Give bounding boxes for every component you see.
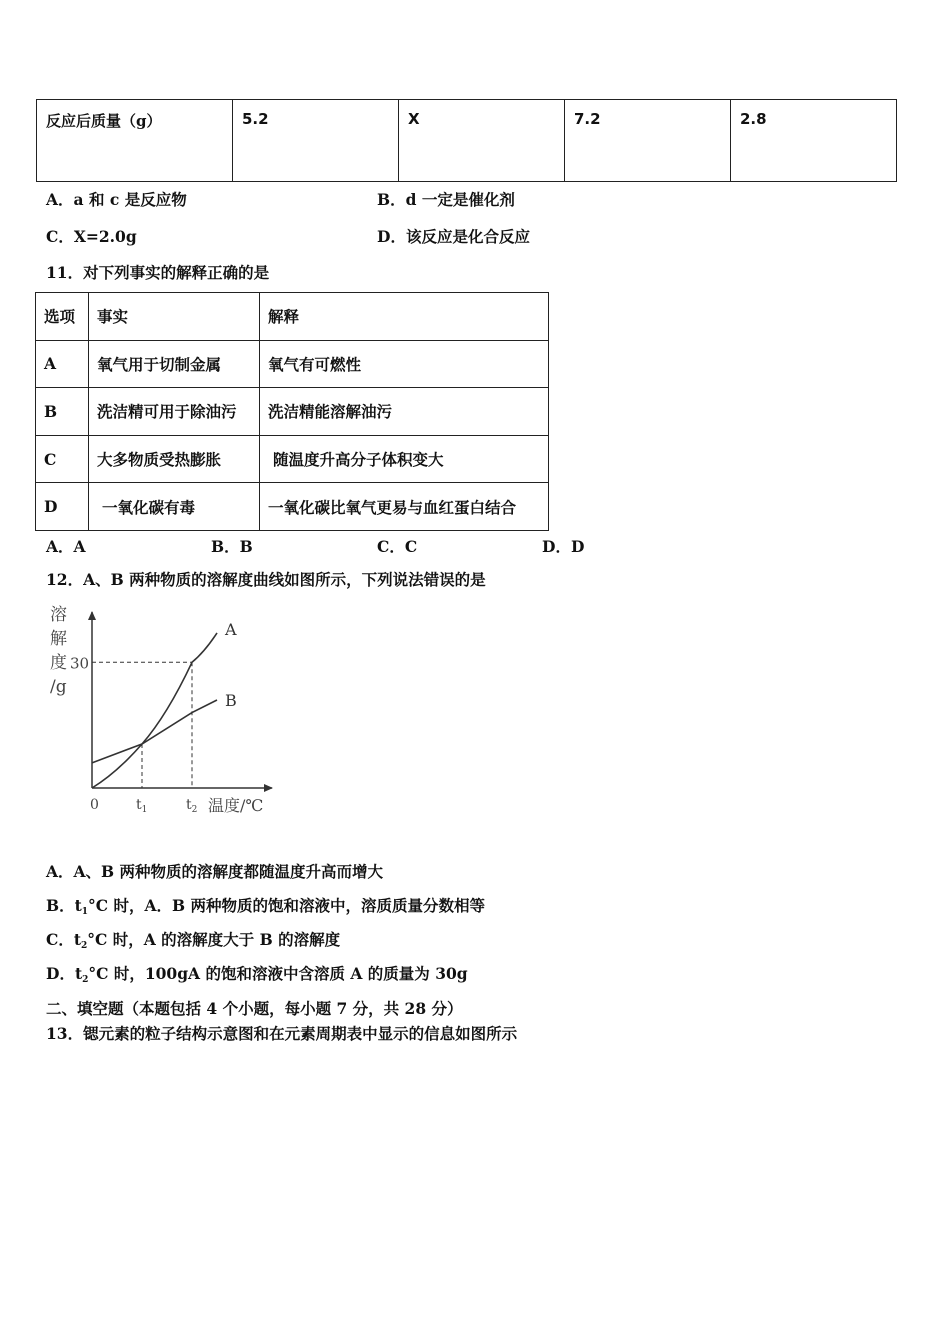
curve-a	[92, 633, 217, 788]
table-cell: 5.2	[233, 100, 399, 182]
table-row	[36, 483, 549, 531]
q10-option-c: C．X=2.0g	[46, 227, 137, 246]
x-tick-label: $t_2$	[186, 797, 198, 815]
q11-option-d: D．D	[542, 537, 585, 556]
x-axis-label: 温度/℃	[208, 796, 264, 815]
option-text: B．t	[46, 896, 82, 915]
q10-option-a: A．a 和 c 是反应物	[46, 190, 187, 209]
table-cell: 氧气有可燃性	[260, 340, 549, 388]
y-axis-label	[50, 605, 67, 697]
table-cell: 一氧化碳比氧气更易与血红蛋白结合	[260, 483, 549, 531]
table-cell: 随温度升高分子体积变大	[260, 435, 549, 483]
y-axis-label-char: 溶	[50, 605, 67, 625]
q12-option-a: A．A、B 两种物质的溶解度都随温度升高而增大	[46, 862, 384, 881]
q10-option-b: B．d 一定是催化剂	[377, 190, 515, 209]
table-row	[36, 293, 549, 341]
table-row	[36, 435, 549, 483]
table-cell: 2.8	[731, 100, 897, 182]
y-axis-label-char: /g	[50, 677, 67, 697]
option-text: D．t	[46, 964, 83, 983]
table-cell: 反应后质量（g）	[37, 100, 233, 182]
subscript: 2	[81, 941, 88, 951]
table-cell: 洗洁精能溶解油污	[260, 388, 549, 436]
q11-stem: 11．对下列事实的解释正确的是	[46, 263, 270, 282]
table-header: 解释	[260, 293, 549, 341]
table-cell: 洗洁精可用于除油污	[89, 388, 260, 436]
x-tick-label: $t_1$	[136, 797, 148, 815]
subscript: 1	[81, 907, 89, 917]
q12-stem: 12．A、B 两种物质的溶解度曲线如图所示，下列说法错误的是	[46, 570, 486, 589]
option-text: °C 时，A．B 两种物质的饱和溶液中，溶质质量分数相等	[88, 896, 486, 915]
q11-option-c: C．C	[377, 537, 418, 556]
q11-option-b: B．B	[211, 537, 253, 556]
option-text: °C 时，100gA 的饱和溶液中含溶质 A 的质量为 30g	[88, 964, 468, 983]
option-text: °C 时，A 的溶解度大于 B 的溶解度	[87, 930, 341, 949]
option-text: C．t	[46, 930, 81, 949]
table-cell: 大多物质受热膨胀	[89, 435, 260, 483]
q12-option-b	[46, 894, 485, 917]
x-axis-arrow	[264, 784, 273, 792]
table-cell: 氧气用于切制金属	[89, 340, 260, 388]
q12-option-c	[46, 928, 340, 951]
table-header: 选项	[36, 293, 89, 341]
solubility-chart	[40, 600, 290, 825]
q12-option-d	[46, 962, 468, 985]
y-axis-arrow	[88, 611, 96, 620]
table-cell: A	[36, 340, 89, 388]
table-cell: 7.2	[565, 100, 731, 182]
table-cell: 一氧化碳有毒	[89, 483, 260, 531]
curve-b	[92, 700, 217, 763]
y-tick-label: 30	[70, 654, 90, 673]
table-cell: C	[36, 435, 89, 483]
curve-label-b: B	[225, 691, 237, 710]
table-cell: X	[399, 100, 565, 182]
table-row	[37, 100, 897, 182]
q11-table	[35, 292, 549, 531]
y-axis-label-char: 度	[50, 653, 67, 673]
origin-label: 0	[90, 797, 99, 813]
curve-label-a: A	[225, 619, 237, 639]
section-heading: 二、填空题（本题包括 4 个小题，每小题 7 分，共 28 分）	[46, 999, 463, 1018]
table-cell: D	[36, 483, 89, 531]
subscript: 2	[82, 975, 89, 985]
q11-option-a: A．A	[46, 537, 86, 556]
y-axis-label-char: 解	[50, 629, 67, 649]
q10-option-d: D．该反应是化合反应	[377, 227, 530, 246]
table-row	[36, 340, 549, 388]
table-header: 事实	[89, 293, 260, 341]
q13-stem: 13．锶元素的粒子结构示意图和在元素周期表中显示的信息如图所示	[46, 1024, 518, 1043]
reaction-mass-table	[36, 99, 897, 182]
table-cell: B	[36, 388, 89, 436]
table-row	[36, 388, 549, 436]
